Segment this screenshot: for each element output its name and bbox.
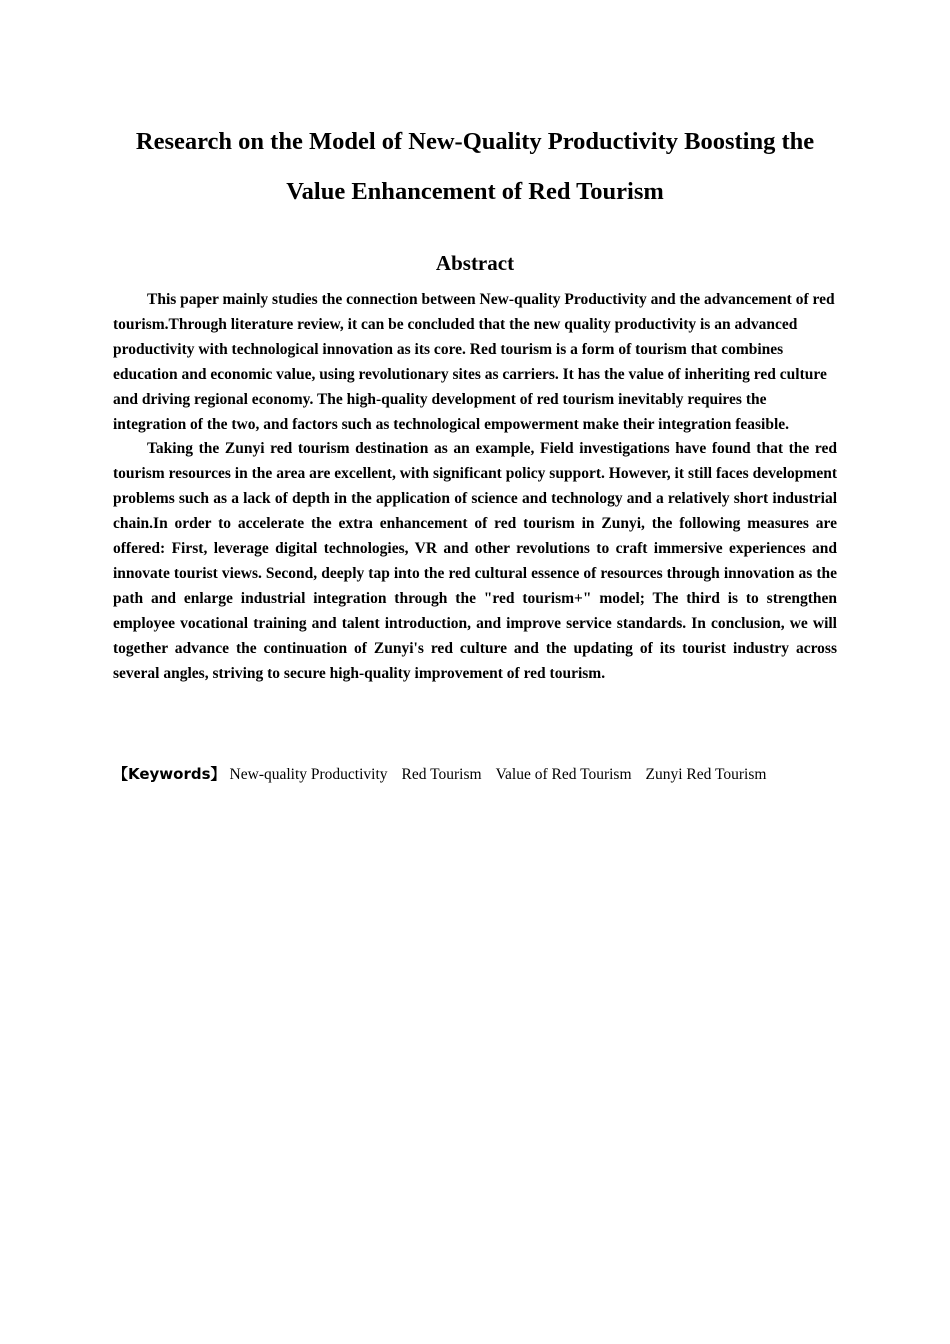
keywords-label: 【Keywords】 [113,765,226,783]
paper-title-line-2: Value Enhancement of Red Tourism [286,178,664,205]
abstract-body [113,288,837,687]
keyword-item: Zunyi Red Tourism [645,766,767,783]
abstract-paragraph-2: Taking the Zunyi red tourism destination as an example, Field investigations have found that the red tourism resources in the area are excellent, with significant policy support. However, it still faces development problems such as a lack of depth in the application of science and technology and a relatively short industrial chain.In order to accelerate the extra enhancement of red tourism in Zunyi, the following measures are offered: First, leverage digital technologies, VR and other revolutions to craft immersive experiences and innovate tourist views. Second, deeply tap into the red cultural essence of resources through innovation as the path and enlarge industrial integration through the "red tourism+" model; The third is to strengthen employee vocational training and talent introduction, and improve service standards. In conclusion, we will together advance the continuation of Zunyi's red culture and the updating of its tourist industry across several angles, striving to secure high-quality improvement of red tourism. [113,440,837,682]
abstract-heading: Abstract [435,251,515,275]
paper-title [100,117,850,217]
paper-title-line-1: Research on the Model of New-Quality Productivity Boosting the [135,128,815,155]
keyword-item: Red Tourism [401,766,482,783]
abstract-paragraph-1: This paper mainly studies the connection between New-quality Productivity and the advancement of red tourism.Through literature review, it can be concluded that the new quality productivity is an advanced productivity with technological innovation as its core. Red tourism is a form of tourism that combines education and economic value, using revolutionary sites as carriers. It has the value of inheriting red culture and driving regional economy. The high-quality development of red tourism inevitably requires the integration of the two, and factors such as technological empowerment make their integration feasible. [113,291,835,433]
keyword-item: New-quality Productivity [229,766,388,783]
keyword-item: Value of Red Tourism [495,766,632,783]
keywords-line [113,761,853,788]
